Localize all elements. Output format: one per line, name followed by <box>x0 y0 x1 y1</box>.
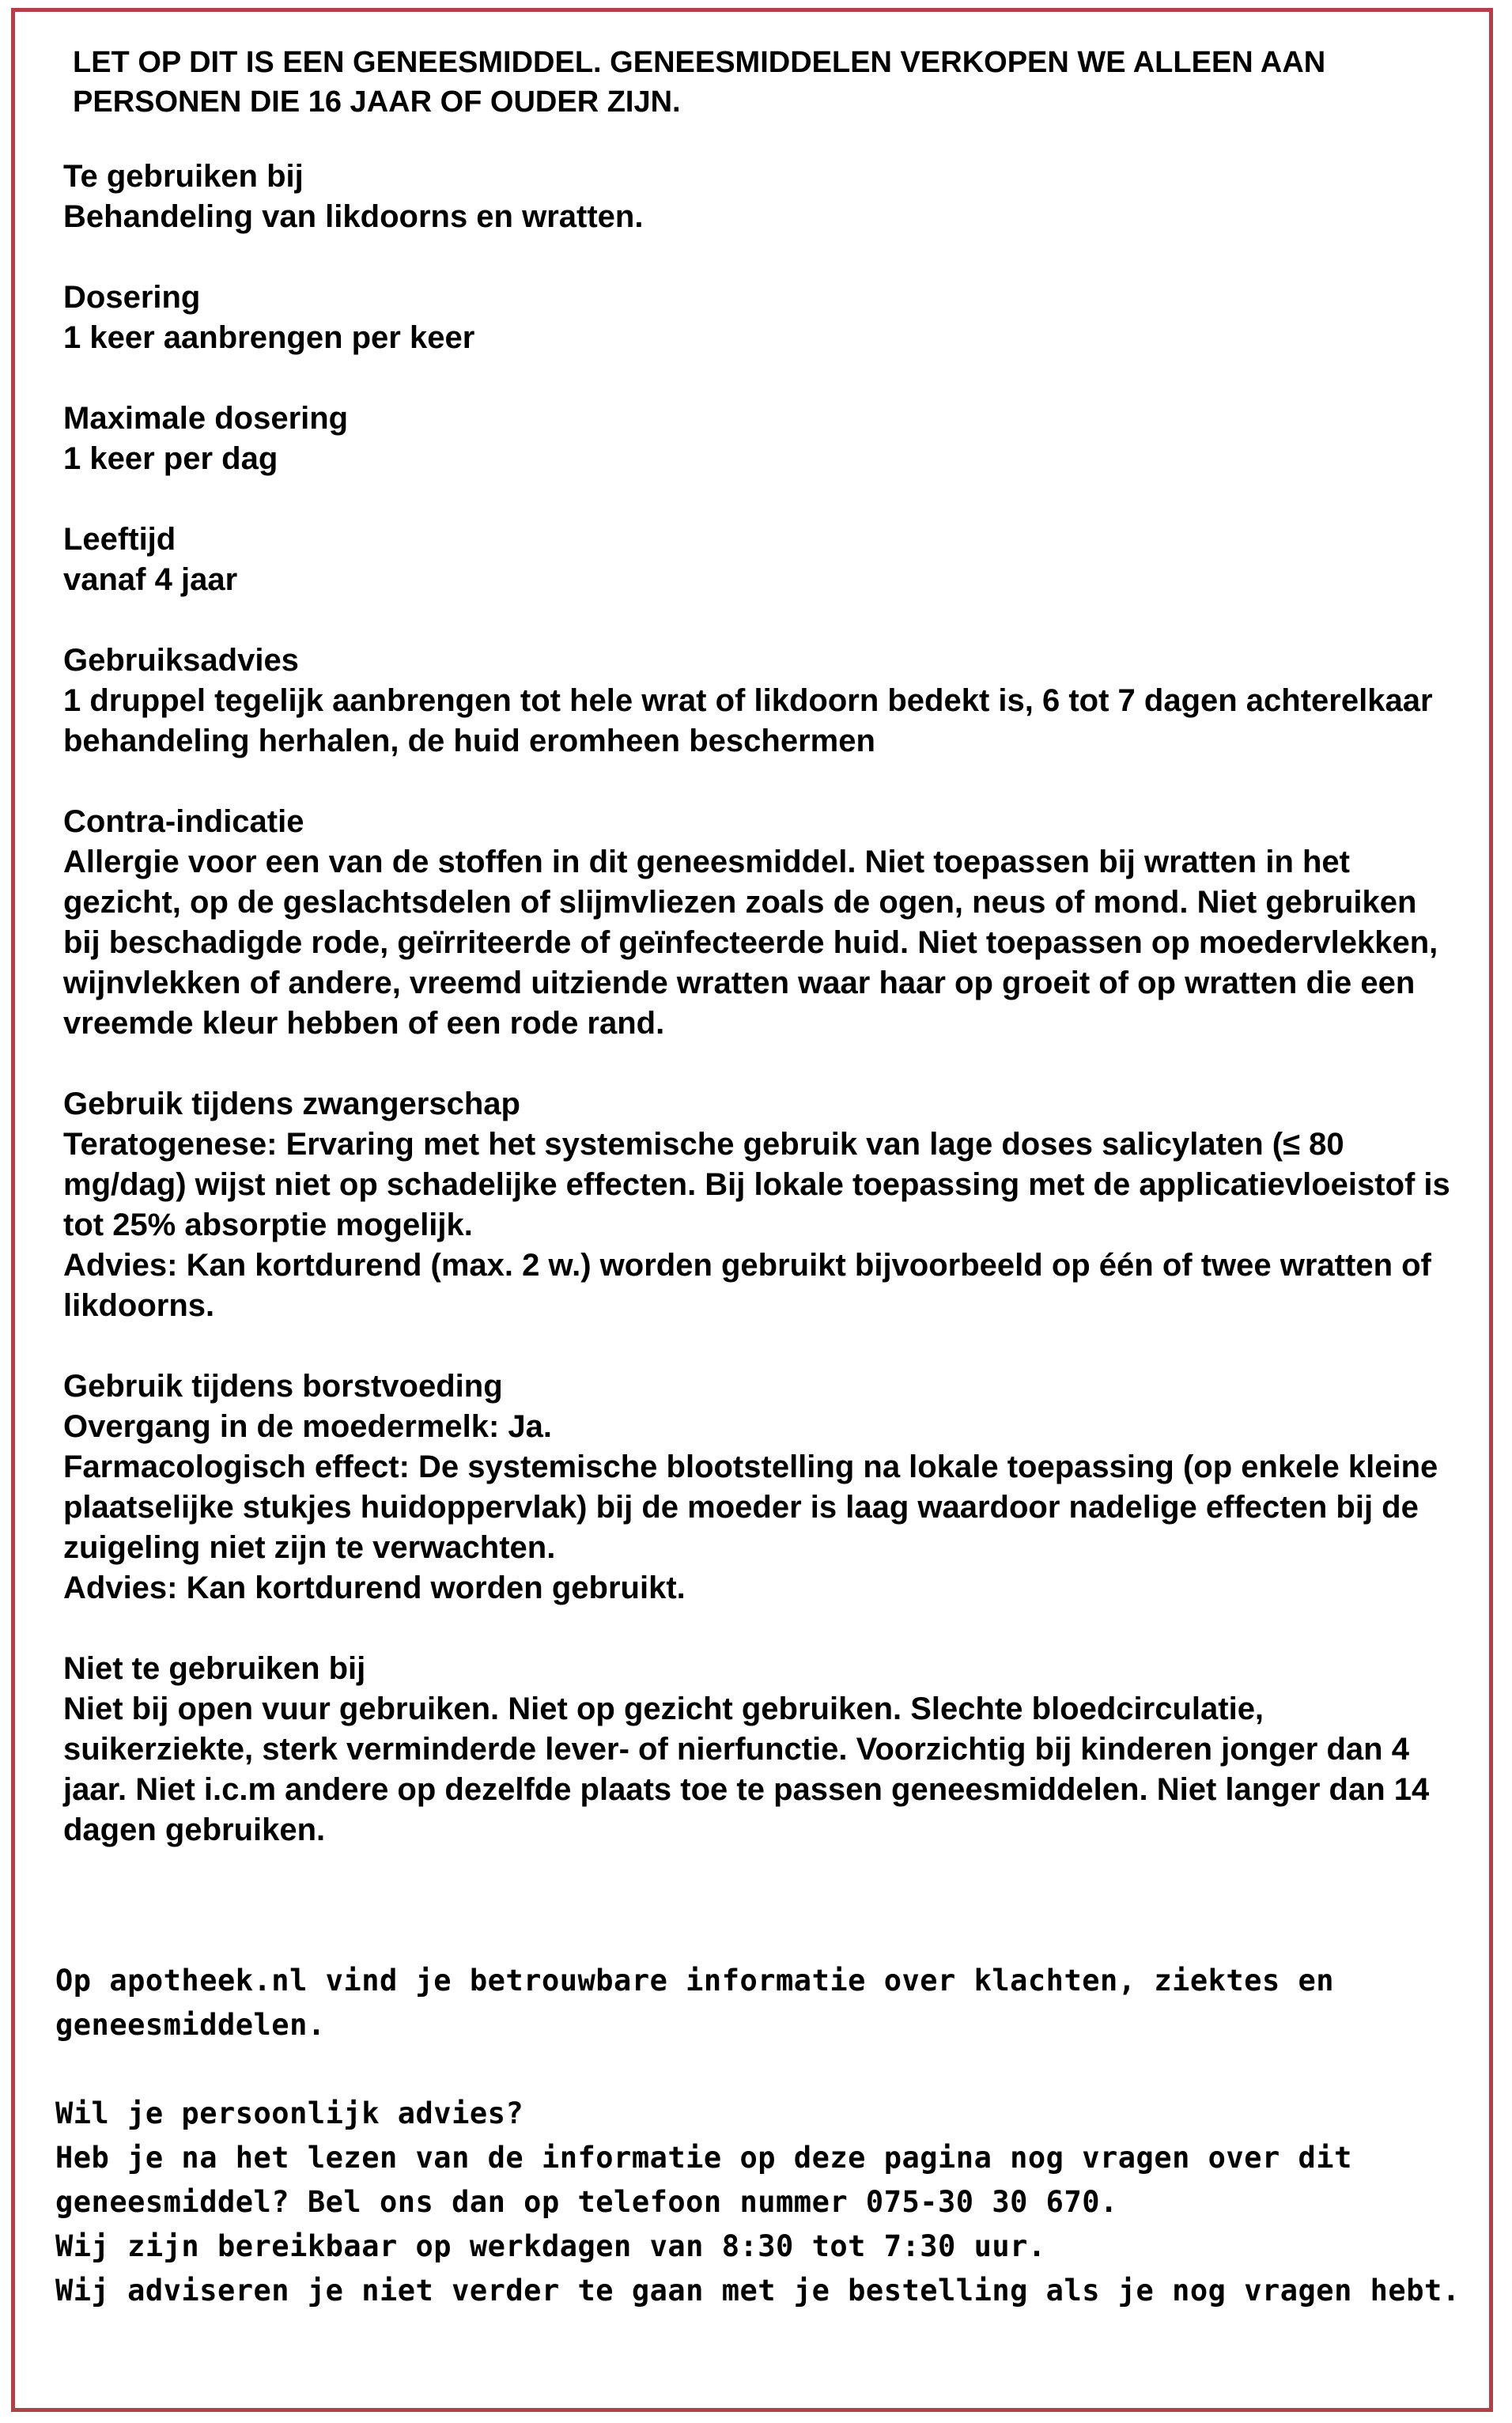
section-heading: Te gebruiken bij <box>63 159 304 194</box>
section-maximale-dosering <box>63 399 1455 479</box>
section-heading: Leeftijd <box>63 522 176 557</box>
info-text: Op apotheek.nl vind je betrouwbare informatie over klachten, ziektes en geneesmiddelen. <box>55 1964 1335 2042</box>
advice-heading: Wil je persoonlijk advies? <box>55 2096 524 2130</box>
section-text: Overgang in de moedermelk: Ja. <box>63 1409 552 1444</box>
section-gebruiksadvies <box>63 641 1455 762</box>
section-niet-te-gebruiken-bij <box>63 1649 1455 1850</box>
advice-question: Heb je na het lezen van de informatie op deze pagina nog vragen over dit geneesmiddel? Bel ons dan op telefoon nummer 075-30 30 670. <box>55 2141 1352 2219</box>
section-text: Behandeling van likdoorns en wratten. <box>63 199 644 234</box>
section-text: vanaf 4 jaar <box>63 562 238 597</box>
section-zwangerschap <box>63 1084 1455 1326</box>
section-text: Teratogenese: Ervaring met het systemische gebruik van lage doses salicylaten (≤ 80 mg/dag) wijst niet op schadelijke effecten. Bij lokale toepassing met de applicatievloeistof is tot 25% absorptie mogelijk. <box>63 1127 1450 1242</box>
spacer <box>55 2047 1463 2092</box>
section-heading: Gebruiksadvies <box>63 643 299 678</box>
section-heading: Niet te gebruiken bij <box>63 1651 366 1686</box>
section-text: Advies: Kan kortdurend worden gebruikt. <box>63 1571 686 1605</box>
section-leeftijd <box>63 520 1455 600</box>
section-contra-indicatie <box>63 802 1455 1044</box>
section-heading: Contra-indicatie <box>63 804 304 839</box>
age-warning: LET OP DIT IS EEN GENEESMIDDEL. GENEESMIDDELEN VERKOPEN WE ALLEEN AAN PERSONEN DIE 16 JAAR OF OUDER ZIJN. <box>73 46 1326 119</box>
section-heading: Dosering <box>63 280 201 315</box>
recommendation-text: Wij adviseren je niet verder te gaan met je bestelling als je nog vragen hebt. <box>55 2274 1461 2308</box>
leaflet-content <box>63 157 1455 1891</box>
section-text: Niet bij open vuur gebruiken. Niet op gezicht gebruiken. Slechte bloedcirculatie, suikerziekte, sterk verminderde lever- of nierfunctie. Voorzichtig bij kinderen jonger dan 4 jaar. Niet i.c.m andere op dezelfde plaats toe te passen geneesmiddelen. Niet langer dan 14 dagen gebruiken. <box>63 1692 1430 1847</box>
section-text: 1 druppel tegelijk aanbrengen tot hele wrat of likdoorn bedekt is, 6 tot 7 dagen achterelkaar behandeling herhalen, de huid eromheen beschermen <box>63 683 1433 758</box>
pharmacy-footer <box>55 1959 1463 2313</box>
section-dosering <box>63 278 1455 358</box>
availability-text: Wij zijn bereikbaar op werkdagen van 8:30 tot 7:30 uur. <box>55 2229 1046 2263</box>
section-borstvoeding <box>63 1366 1455 1608</box>
section-heading: Gebruik tijdens borstvoeding <box>63 1369 503 1404</box>
section-te-gebruiken-bij <box>63 157 1455 237</box>
section-text: Farmacologisch effect: De systemische blootstelling na lokale toepassing (op enkele kleine plaatselijke stukjes huidoppervlak) bij de moeder is laag waardoor nadelige effecten bij de zuigeling niet zijn te verwachten. <box>63 1450 1438 1565</box>
section-heading: Gebruik tijdens zwangerschap <box>63 1087 520 1121</box>
section-heading: Maximale dosering <box>63 401 349 436</box>
section-text: Allergie voor een van de stoffen in dit geneesmiddel. Niet toepassen bij wratten in het gezicht, op de geslachtsdelen of slijmvliezen zoals de ogen, neus of mond. Niet gebruiken bij beschadigde rode, geïrriteerde of geïnfecteerde huid. Niet toepassen op moedervlekken, wijnvlekken of andere, vreemd uitziende wratten waar haar op groeit of op wratten die een vreemde kleur hebben of een rode rand. <box>63 845 1438 1041</box>
section-text: Advies: Kan kortdurend (max. 2 w.) worden gebruikt bijvoorbeeld op één of twee wratten of likdoorns. <box>63 1248 1431 1323</box>
section-text: 1 keer aanbrengen per keer <box>63 320 475 355</box>
section-text: 1 keer per dag <box>63 441 278 476</box>
